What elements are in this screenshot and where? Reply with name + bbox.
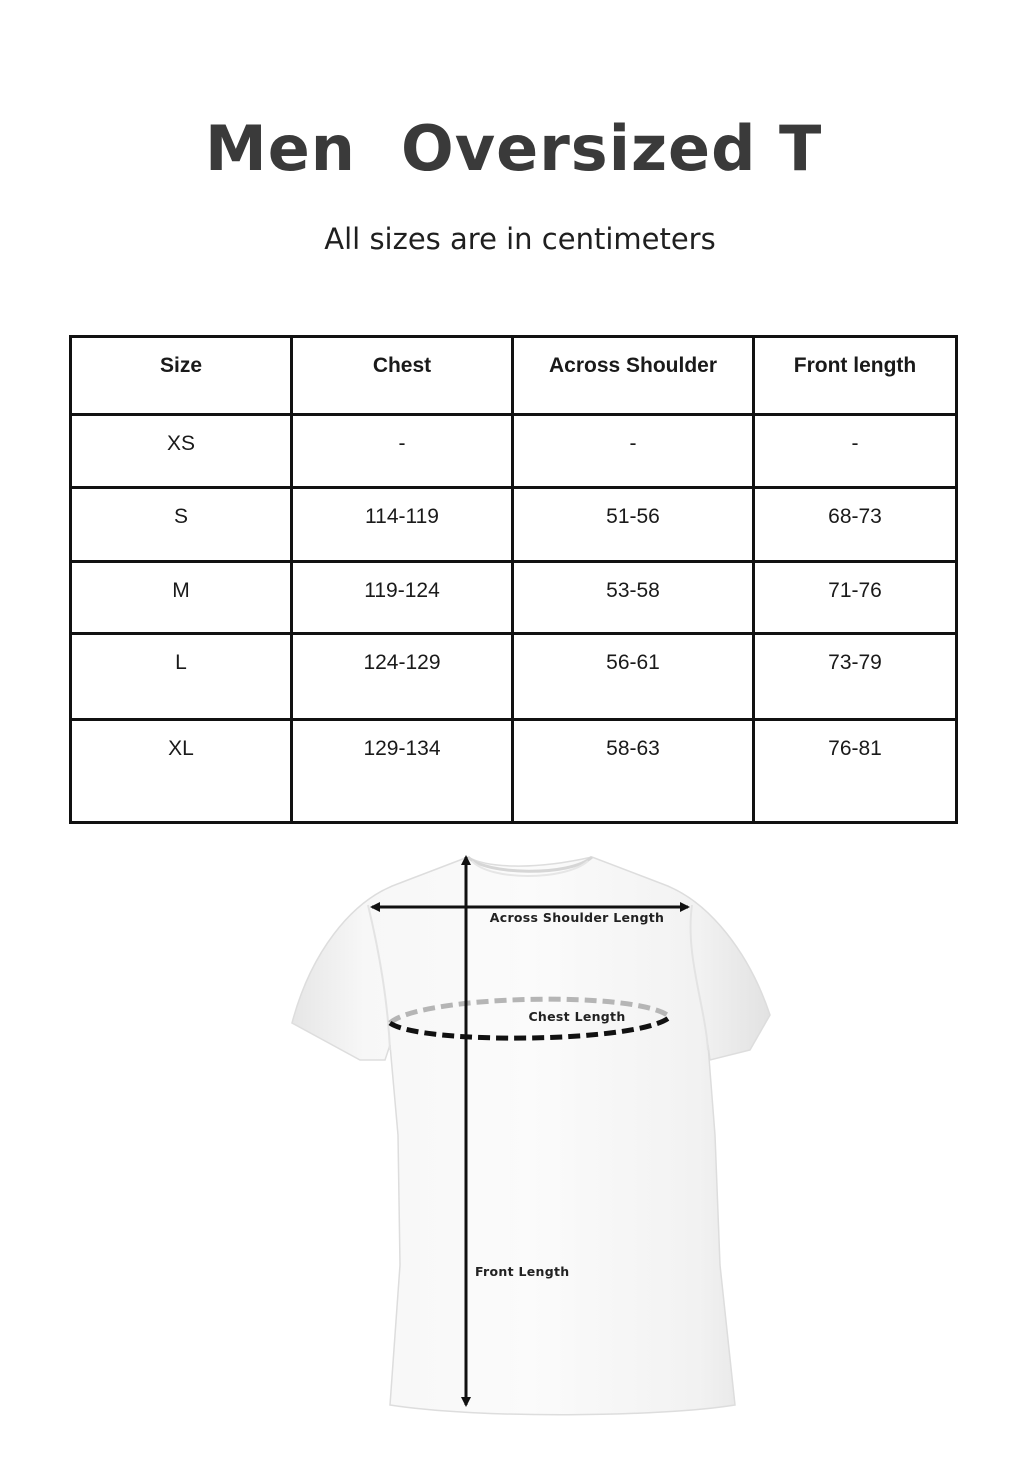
size-chart-table — [69, 335, 958, 824]
size-cell: XL — [71, 720, 292, 823]
column-header-front-length: Front length — [754, 337, 957, 415]
units-note: All sizes are in centimeters — [324, 222, 716, 256]
chest-label: Chest Length — [528, 1009, 626, 1024]
front-length-label: Front Length — [475, 1264, 570, 1279]
front-length-cell: 68-73 — [754, 488, 957, 562]
front-length-cell: 73-79 — [754, 634, 957, 720]
table-row — [71, 488, 957, 562]
chest-cell: - — [292, 415, 513, 488]
column-header-across-shoulder: Across Shoulder — [513, 337, 754, 415]
front-length-cell: 76-81 — [754, 720, 957, 823]
table-header-row — [71, 337, 957, 415]
page-title: Men Oversized T — [205, 112, 823, 185]
chest-cell: 114-119 — [292, 488, 513, 562]
chest-cell: 124-129 — [292, 634, 513, 720]
table-row — [71, 634, 957, 720]
size-cell: L — [71, 634, 292, 720]
shoulder-cell: - — [513, 415, 754, 488]
size-cell: M — [71, 562, 292, 634]
table-row — [71, 415, 957, 488]
size-cell: XS — [71, 415, 292, 488]
chest-cell: 129-134 — [292, 720, 513, 823]
shoulder-cell: 58-63 — [513, 720, 754, 823]
shoulder-cell: 53-58 — [513, 562, 754, 634]
table-row — [71, 562, 957, 634]
column-header-chest: Chest — [292, 337, 513, 415]
size-cell: S — [71, 488, 292, 562]
tshirt-illustration — [280, 845, 780, 1420]
table-row — [71, 720, 957, 823]
front-length-cell: 71-76 — [754, 562, 957, 634]
front-length-cell: - — [754, 415, 957, 488]
column-header-size: Size — [71, 337, 292, 415]
measurement-diagram — [280, 845, 780, 1420]
tshirt-shape — [292, 857, 770, 1415]
shoulder-label: Across Shoulder Length — [489, 910, 665, 925]
shoulder-cell: 51-56 — [513, 488, 754, 562]
chest-cell: 119-124 — [292, 562, 513, 634]
shoulder-cell: 56-61 — [513, 634, 754, 720]
